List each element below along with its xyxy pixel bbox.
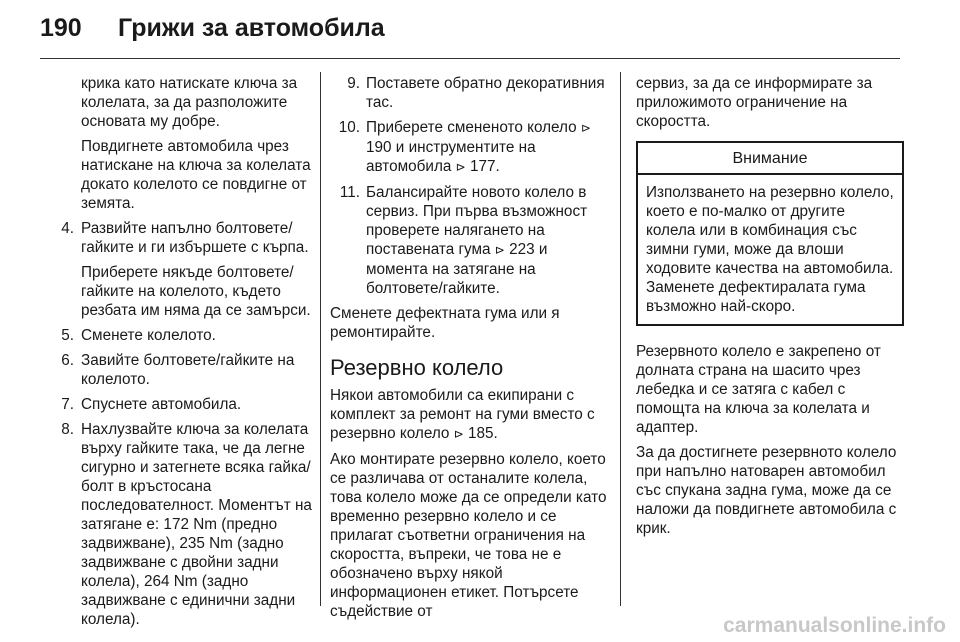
list-item [40, 420, 312, 629]
list-item [40, 395, 312, 414]
paragraph-temporary-spare: Ако монтирате резервно колело, което се различава от останалите колела, това колело може да се определи като временно резервно колело и се прилагат съответни ограничения на скоростта, въпреки, че това не е обозначено върху някой информационен етикет. Потърсете съдействие от [330, 451, 607, 620]
page-reference-arrow-icon: ⊳ [580, 121, 591, 135]
page-reference-arrow-icon: ⊳ [453, 427, 464, 441]
page-reference-link[interactable]: 177. [469, 158, 500, 175]
page-reference-link[interactable]: 223 [509, 241, 535, 258]
list-item [330, 183, 608, 298]
page-reference-link[interactable]: 185. [468, 425, 498, 442]
paragraph-spare-access: За да достигнете резервното колело при напълно натоварен автомобил със спукана задна гума, може да се наложи да повдигнете автомобила с крик. [636, 444, 897, 537]
column-1 [40, 74, 312, 635]
list-text: Балансирайте новото колело в сервиз. При първа възможност проверете налягането на поставената гума [366, 184, 588, 258]
list-item [40, 219, 312, 257]
list-item [330, 74, 608, 112]
list-text: Сменете колелото. [81, 327, 216, 344]
page-header [0, 0, 960, 62]
list-text: Завийте болтовете/гайките на колелото. [81, 352, 295, 388]
list-text: Развийте напълно болтовете/гайките и ги избършете с кърпа. [81, 220, 309, 256]
list-number: 5. [61, 327, 74, 344]
list-number: 8. [61, 421, 74, 438]
page-reference-arrow-icon: ⊳ [494, 243, 505, 257]
list-item [40, 326, 312, 345]
section-heading: Резервно колело [330, 355, 504, 380]
warning-title: Внимание [638, 143, 902, 175]
header-divider [40, 58, 900, 59]
list-number: 6. [61, 352, 74, 369]
list-number: 7. [61, 396, 74, 413]
list-text: и инструментите на автомобила [366, 139, 536, 175]
watermark-logo: carmanualsonline.info [723, 614, 946, 637]
page-title: Грижи за автомобила [118, 14, 385, 42]
list-number: 9. [347, 75, 360, 92]
continued-paragraph: крика като натискате ключа за колелата, за да разположите основата му добре. [81, 75, 298, 130]
list-item [40, 263, 312, 320]
paragraph-repair-kit [330, 386, 608, 444]
paragraph-spare-mount: Резервното колело е закрепено от долната страна на шасито чрез лебедка и се затяга с кабел с помощта на ключа за колелата и адаптер. [636, 343, 881, 436]
paragraph-replace-tyre: Сменете дефектната гума или я ремонтирайте. [330, 305, 560, 341]
list-text: Спуснете автомобила. [81, 396, 242, 413]
list-text: Приберете смененото колело [366, 119, 577, 136]
list-text: Приберете някъде болтовете/гайките на колелото, където резбата им няма да се замърси. [81, 264, 311, 319]
list-item [40, 351, 312, 389]
column-divider-1 [320, 72, 321, 606]
column-divider-2 [620, 72, 621, 606]
paragraph-lift: Повдигнете автомобила чрез натискане на ключа за колелата докато колелото се повдигне от земята. [81, 138, 311, 212]
list-number: 10. [338, 119, 360, 136]
list-item [330, 118, 608, 177]
page-reference-link[interactable]: 190 [366, 139, 392, 156]
list-text: Поставете обратно декоративния тас. [366, 75, 605, 111]
warning-text: Използването на резервно колело, което е по-малко от другите колела или в комбинация със зимни гуми, може да влоши ходовите качества на автомобила. Заменете дефектиралата гума възможно най-скоро. [646, 184, 894, 315]
page-number: 190 [40, 14, 82, 42]
continued-paragraph: сервиз, за да се информирате за приложимото ограничение на скоростта. [636, 75, 873, 130]
paragraph-text: Някои автомобили са екипирани с комплект за ремонт на гуми вместо с резервно колело [330, 387, 595, 442]
list-text: Нахлузвайте ключа за колелата върху гайките така, че да легне сигурно и затегнете всяка гайка/болт в кръстосана последователност. Моментът на затягане е: 172 Nm (предно задвижване), 235 Nm (задно задвижване с двойни задни колела), 264 Nm (задно задвижване с единични задни колела). [81, 421, 312, 628]
list-number: 4. [61, 220, 74, 237]
page-reference-arrow-icon: ⊳ [455, 160, 466, 174]
column-3 [636, 74, 904, 544]
list-number: 11. [339, 184, 360, 201]
column-2 [330, 74, 608, 627]
warning-box [636, 141, 904, 326]
list-text: и момента на затягане на болтовете/гайките. [366, 241, 548, 297]
